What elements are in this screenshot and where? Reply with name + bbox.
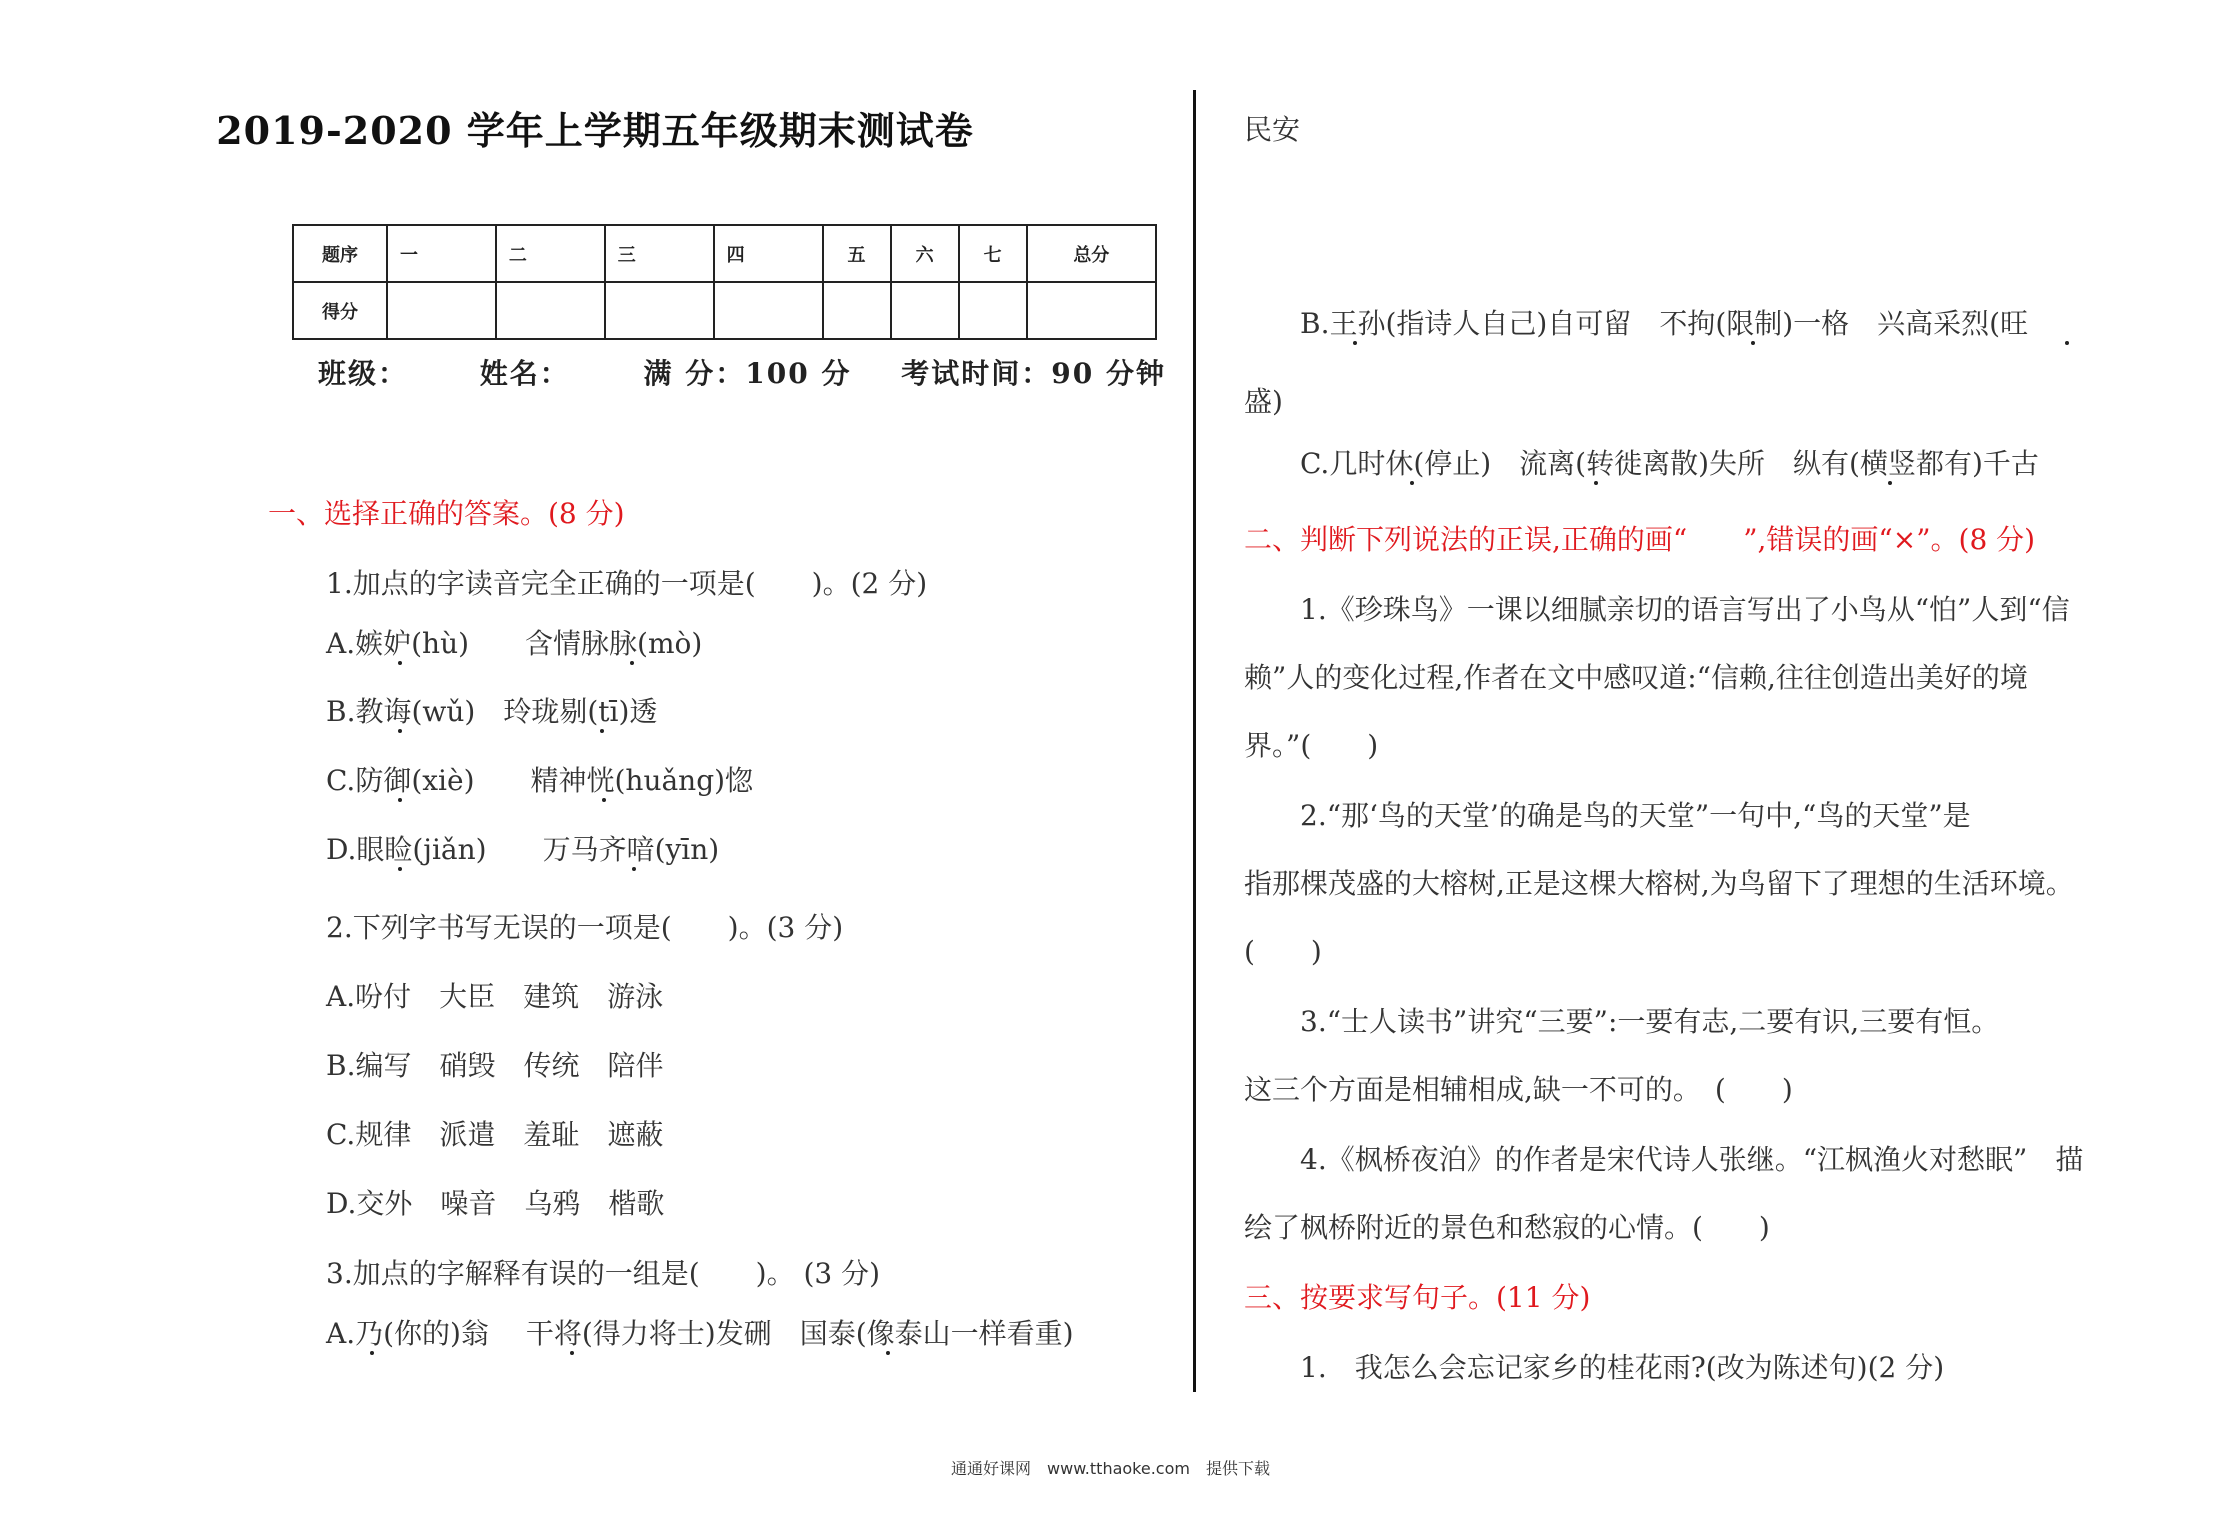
emphasis-dot <box>370 1351 374 1355</box>
question-3-option-c: C.几时休(停止) 流离(转徙离散)失所 纵有(横竖都有)千古 <box>1300 447 2039 480</box>
score-table-header-row <box>293 225 1156 282</box>
table-header-cell: 四 <box>714 225 823 282</box>
question-1-option-d: D.眼睑(jiǎn) 万马齐喑(yīn) <box>326 833 720 866</box>
emphasis-dot <box>1594 481 1598 485</box>
emphasis-dot <box>1751 341 1755 345</box>
emphasis-dot <box>1410 481 1414 485</box>
section-2-heading: 二、判断下列说法的正误,正确的画“ ”,错误的画“×”。(8 分) <box>1244 523 2036 556</box>
score-cell <box>823 282 891 339</box>
question-1-option-a: A.嫉妒(hù) 含情脉脉(mò) <box>326 627 703 660</box>
emphasis-dot <box>600 729 604 733</box>
table-header-cell: 三 <box>605 225 714 282</box>
exam-title: 2019-2020 学年上学期五年级期末测试卷 <box>216 108 974 153</box>
question-3-option-b: B.王孙(指诗人自己)自可留 不拘(限制)一格 兴高采烈(旺 <box>1300 307 2029 340</box>
question-2-option-d: D.交外 噪音 乌鸦 楷歌 <box>326 1187 665 1220</box>
judgment-1-line-2: 赖”人的变化过程,作者在文中感叹道:“信赖,往往创造出美好的境 <box>1244 661 2028 694</box>
score-cell <box>496 282 605 339</box>
judgment-2-line-3: ( ) <box>1244 935 1322 968</box>
judgment-2-line-2: 指那棵茂盛的大榕树,正是这棵大榕树,为鸟留下了理想的生活环境。 <box>1244 867 2074 900</box>
sentence-question-1: 1. 我怎么会忘记家乡的桂花雨?(改为陈述句)(2 分) <box>1300 1351 1945 1384</box>
question-3-option-a: A.乃(你的)翁 干将(得力将士)发硎 国泰(像泰山一样看重) <box>326 1317 1074 1350</box>
score-cell <box>891 282 959 339</box>
table-header-cell: 总分 <box>1027 225 1156 282</box>
class-label: 班级： <box>318 357 409 390</box>
score-table <box>292 224 1157 340</box>
emphasis-dot <box>2065 341 2069 345</box>
question-3-option-a-continued: 民安 <box>1244 113 1301 146</box>
question-3-option-b-continued: 盛) <box>1244 385 1283 418</box>
question-3: 3.加点的字解释有误的一组是( )。 (3 分) <box>326 1257 881 1290</box>
question-1: 1.加点的字读音完全正确的一项是( )。(2 分) <box>326 567 928 600</box>
emphasis-dot <box>886 1351 890 1355</box>
score-cell <box>959 282 1027 339</box>
judgment-3-line-2: 这三个方面是相辅相成,缺一不可的。 ( ) <box>1244 1073 1793 1106</box>
judgment-4: 4.《枫桥夜泊》的作者是宋代诗人张继。“江枫渔火对愁眠” 描 <box>1300 1143 2084 1176</box>
table-header-cell: 五 <box>823 225 891 282</box>
student-info-line <box>318 352 1166 392</box>
judgment-1: 1.《珍珠鸟》一课以细腻亲切的语言写出了小鸟从“怕”人到“信 <box>1300 593 2070 626</box>
judgment-4-line-2: 绘了枫桥附近的景色和愁寂的心情。( ) <box>1244 1211 1770 1244</box>
exam-time-label: 考试时间：90 分钟 <box>901 357 1166 390</box>
column-divider <box>1193 90 1196 1392</box>
section-3-heading: 三、按要求写句子。(11 分) <box>1244 1281 1591 1314</box>
judgment-2: 2.“那‘鸟的天堂’的确是鸟的天堂”一句中,“鸟的天堂”是 <box>1300 799 1971 832</box>
score-cell <box>714 282 823 339</box>
question-2-option-b: B.编写 硝毁 传统 陪伴 <box>326 1049 664 1082</box>
judgment-1-line-3: 界。”( ) <box>1244 729 1379 762</box>
emphasis-dot <box>632 867 636 871</box>
question-2-option-a: A.吩付 大臣 建筑 游泳 <box>326 980 664 1013</box>
question-1-option-c: C.防御(xiè) 精神恍(huǎng)惚 <box>326 764 754 797</box>
emphasis-dot <box>398 661 402 665</box>
question-2: 2.下列字书写无误的一项是( )。(3 分) <box>326 911 844 944</box>
full-score-label: 满 分：100 分 <box>643 357 852 390</box>
score-cell <box>1027 282 1156 339</box>
emphasis-dot <box>398 867 402 871</box>
score-cell <box>387 282 496 339</box>
emphasis-dot <box>1888 481 1892 485</box>
score-table-score-row <box>293 282 1156 339</box>
emphasis-dot <box>570 1351 574 1355</box>
table-header-cell: 题序 <box>293 225 387 282</box>
table-row-label: 得分 <box>293 282 387 339</box>
table-header-cell: 一 <box>387 225 496 282</box>
emphasis-dot <box>398 798 402 802</box>
emphasis-dot <box>1353 341 1357 345</box>
emphasis-dot <box>398 729 402 733</box>
footer-source: 通通好课网 www.tthaoke.com 提供下载 <box>951 1459 1270 1478</box>
emphasis-dot <box>602 798 606 802</box>
score-cell <box>605 282 714 339</box>
table-header-cell: 六 <box>891 225 959 282</box>
section-1-heading: 一、选择正确的答案。(8 分) <box>268 497 625 530</box>
name-label: 姓名： <box>479 357 570 390</box>
table-header-cell: 七 <box>959 225 1027 282</box>
emphasis-dot <box>630 661 634 665</box>
question-2-option-c: C.规律 派遣 羞耻 遮蔽 <box>326 1118 664 1151</box>
judgment-3: 3.“士人读书”讲究“三要”:一要有志,二要有识,三要有恒。 <box>1300 1005 2000 1038</box>
question-1-option-b: B.教诲(wǔ) 玲珑剔(tī)透 <box>326 695 658 728</box>
table-header-cell: 二 <box>496 225 605 282</box>
